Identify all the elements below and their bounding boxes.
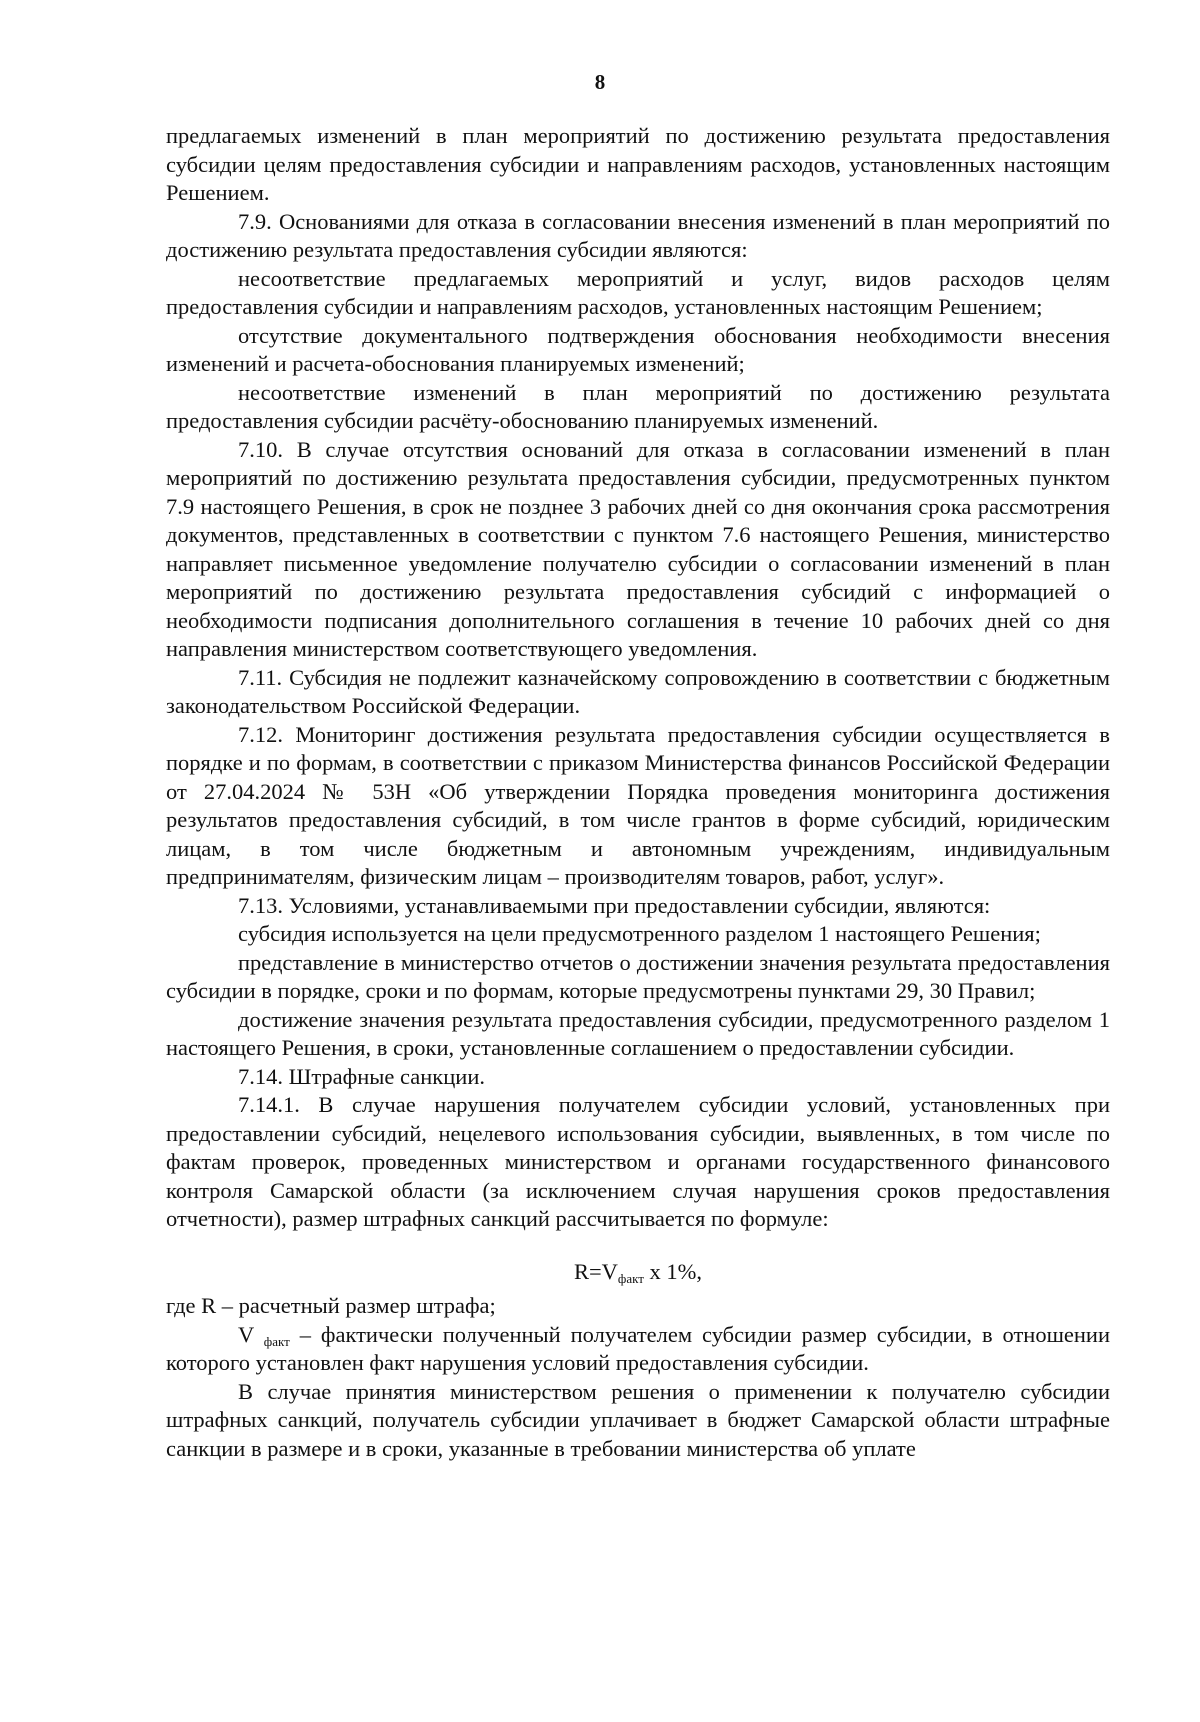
paragraph-7-14-1: 7.14.1. В случае нарушения получателем субсидии условий, установленных при предоставлении субсидий, нецелевого использования субсидии, выявленных, в том числе по фактам проверок, проведенных министерством и органами государственного финансового контроля Самарской области (за исключением случая нарушения сроков предоставления отчетности), размер штрафных санкций рассчитывается по формуле: <box>166 1092 1110 1231</box>
paragraph-7-12: 7.12. Мониторинг достижения результата предоставления субсидии осуществляется в порядке и по формам, в соответствии с приказом Министерства финансов Российской Федерации от 27.04.2024 № 53Н «Об утверждении Порядка проведения мониторинга достижения результатов предоставления субсидий, в том числе грантов в форме субсидий, юридическим лицам, в том числе бюджетным и автономным учреждениям, индивидуальным предпринимателям, физическим лицам – производителям товаров, работ, услуг». <box>166 721 1110 889</box>
formula-left: R=V <box>573 1258 618 1284</box>
paragraph: несоответствие предлагаемых мероприятий и услуг, видов расходов целям предоставления субсидии и направлениям расходов, установленных настоящим Решением; <box>166 265 1110 319</box>
formula-right: x 1%, <box>643 1258 703 1284</box>
paragraph: предлагаемых изменений в план мероприятий по достижению результата предоставления субсидии целям предоставления субсидии и направлениям расходов, установленных настоящим Решением. <box>166 123 1110 205</box>
paragraph-7-10: 7.10. В случае отсутствия оснований для отказа в согласовании изменений в план мероприятий по достижению результата предоставления субсидии, предусмотренных пунктом 7.9 настоящего Решения, в срок не позднее 3 рабочих дней со дня окончания срока рассмотрения документов, представленных в соответствии с пунктом 7.6 настоящего Решения, министерство направляет письменное уведомление получателю субсидии о согласовании изменений в план мероприятий по достижению результата предоставления субсидий с информацией о необходимости подписания дополнительного соглашения в течение 10 рабочих дней со дня направления министерством соответствующего уведомления. <box>166 436 1110 661</box>
paragraph: представление в министерство отчетов о достижении значения результата предоставления субсидии в порядке, сроки и по формам, которые предусмотрены пунктами 29, 30 Правил; <box>166 949 1110 1003</box>
paragraph-7-9: 7.9. Основаниями для отказа в согласовании внесения изменений в план мероприятий по достижению результата предоставления субсидии являются: <box>166 208 1110 262</box>
paragraph: субсидия используется на цели предусмотренного разделом 1 настоящего Решения; <box>238 921 1041 946</box>
paragraph: достижение значения результата предоставления субсидии, предусмотренного разделом 1 настоящего Решения, в сроки, установленные соглашением о предоставлении субсидии. <box>166 1006 1110 1060</box>
v-definition-text: – фактически полученный получателем субсидии размер субсидии, в отношении которого установлен факт нарушения условий предоставления субсидии. <box>166 1321 1111 1375</box>
v-symbol: V <box>238 1321 254 1347</box>
paragraph: отсутствие документального подтверждения обоснования необходимости внесения изменений и расчета-обоснования планируемых изменений; <box>166 322 1110 376</box>
where-line: где R – расчетный размер штрафа; <box>166 1293 496 1318</box>
paragraph-last: В случае принятия министерством решения о применении к получателю субсидии штрафных санкций, получатель субсидии уплачивает в бюджет Самарской области штрафные санкции в размере и в сроки, указанные в требовании министерства об уплате <box>166 1378 1110 1461</box>
formula-subscript: факт <box>617 1270 644 1286</box>
v-definition <box>166 1321 1110 1378</box>
document-body <box>166 122 1110 1463</box>
paragraph: несоответствие изменений в план мероприятий по достижению результата предоставления субсидии расчёту-обоснованию планируемых изменений. <box>166 379 1110 433</box>
page-number: 8 <box>594 70 606 94</box>
paragraph-7-14: 7.14. Штрафные санкции. <box>238 1063 485 1089</box>
paragraph-7-11: 7.11. Субсидия не подлежит казначейскому сопровождению в соответствии с бюджетным законодательством Российской Федерации. <box>166 664 1110 718</box>
v-subscript: факт <box>263 1333 290 1349</box>
fine-formula <box>166 1258 1110 1287</box>
paragraph-7-13: 7.13. Условиями, устанавливаемыми при предоставлении субсидии, являются: <box>238 892 991 918</box>
